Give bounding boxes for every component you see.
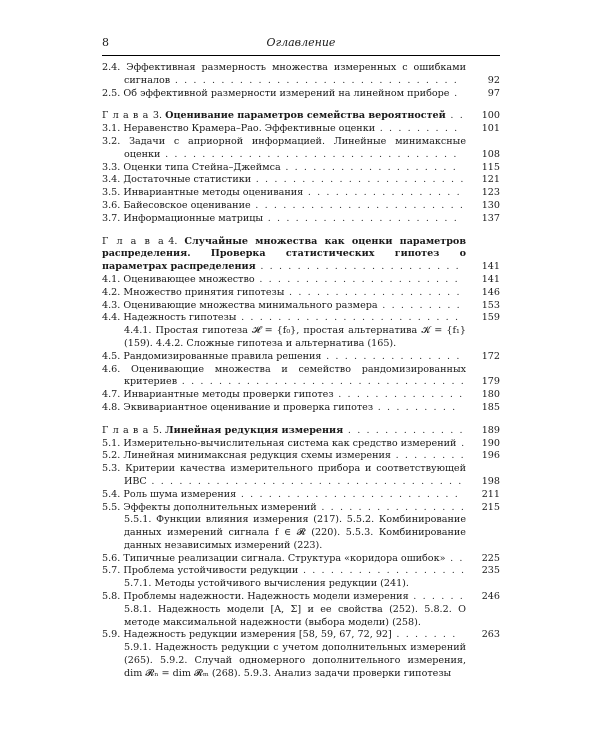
leader-dots: . . . . . . . . . . . . . . . . . . . . . . .: [251, 174, 465, 186]
page-ref: 225: [481, 552, 500, 564]
page-ref: 100: [481, 110, 500, 122]
toc-section[interactable]: [102, 300, 500, 313]
running-header: [102, 36, 500, 52]
entry-text: [102, 162, 500, 175]
entry-text: [102, 110, 500, 123]
page-ref: 189: [481, 424, 500, 436]
leader-dots: . .: [445, 552, 465, 564]
leader-dots: . . . . . . . . .: [377, 299, 462, 311]
page-ref: 92: [487, 74, 500, 86]
section-title: Информационные матрицы: [123, 212, 264, 224]
toc-section[interactable]: [102, 489, 500, 502]
toc-section[interactable]: [102, 162, 500, 175]
page-ref: 130: [481, 199, 500, 211]
section-title: Надежность редукции измерения [58, 59, 67, 72, 92]: [123, 629, 392, 641]
leader-dots: . . . . . . . .: [390, 450, 466, 462]
toc-subsections: [102, 604, 500, 630]
section-title: Проблема устойчивости редукции: [123, 565, 299, 577]
section-title: Рандомизированные правила решения: [123, 350, 322, 362]
entry-text: [102, 389, 500, 402]
entry-text: [102, 174, 500, 187]
section-title: Достаточные статистики: [123, 174, 252, 186]
page-ref: 141: [481, 261, 500, 273]
leader-dots: . . . . . .: [408, 591, 465, 603]
entry-text: [102, 236, 500, 274]
section-title: Оценки типа Стейна–Джеймса: [123, 161, 281, 173]
toc-section[interactable]: [102, 364, 500, 390]
section-title: Линейная минимаксная редукция схемы измерения: [123, 450, 391, 462]
section-title: Роль шума измерения: [123, 488, 237, 500]
page-ref: 215: [481, 501, 500, 513]
leader-dots: .: [456, 437, 466, 449]
section-title: Инвариантные методы оценивания: [123, 187, 304, 199]
leader-dots: . . . . . . .: [391, 629, 457, 641]
section-title: Оценивающее множество: [123, 273, 255, 285]
page-ref: 123: [481, 187, 500, 199]
section-number: 5.1.: [102, 437, 121, 449]
page-ref: 101: [481, 123, 500, 135]
chapter-number: 3.: [152, 110, 163, 122]
toc-section[interactable]: [102, 174, 500, 187]
page-number: 8: [102, 36, 109, 49]
entry-text: [102, 629, 500, 642]
page-ref: 190: [481, 437, 500, 449]
leader-dots: . . . . . . . . . . . . . . . . .: [303, 187, 462, 199]
toc-section[interactable]: [102, 565, 500, 578]
toc-subsections: [102, 642, 500, 680]
leader-dots: . . . . . . . . . . . . . .: [333, 389, 464, 401]
entry-text: [102, 489, 500, 502]
chapter-word: Г л а в а: [102, 235, 165, 247]
page-ref: 141: [481, 273, 500, 285]
chapter-gap: [102, 415, 500, 421]
page-ref: 97: [487, 87, 500, 99]
leader-dots: . .: [445, 110, 465, 122]
chapter-gap: [102, 226, 500, 232]
toc-section[interactable]: [102, 274, 500, 287]
entry-text: [102, 402, 500, 415]
section-number: 5.2.: [102, 450, 121, 462]
entry-text: [102, 136, 500, 162]
toc-section[interactable]: [102, 450, 500, 463]
page-ref: 153: [481, 299, 500, 311]
leader-dots: . . . . . . . . . . . . . . . .: [316, 501, 466, 513]
running-title: Оглавление: [266, 36, 336, 49]
toc-section[interactable]: [102, 88, 500, 101]
toc-subsections: [102, 578, 500, 591]
section-title: Инвариантные методы проверки гипотез: [123, 389, 334, 401]
toc-section[interactable]: [102, 389, 500, 402]
section-title: Байесовское оценивание: [123, 199, 251, 211]
toc-section[interactable]: [102, 213, 500, 226]
section-number: 3.7.: [102, 212, 121, 224]
leader-dots: . . . . . . . . . . . . . . . . . . . . . . . . . . . . . . .: [170, 74, 459, 86]
leader-dots: . . . . . . . . .: [373, 401, 457, 413]
entry-text: [102, 591, 500, 604]
section-number: 5.7.: [102, 565, 121, 577]
table-of-contents: [102, 62, 500, 681]
chapter-word: Г л а в а: [102, 424, 149, 436]
page-ref: 235: [481, 565, 500, 577]
leader-dots: . . . . . . . . . . . . . . .: [321, 350, 461, 362]
entry-text: [102, 438, 500, 451]
entry-text: [102, 287, 500, 300]
entry-text: [102, 274, 500, 287]
section-number: 3.3.: [102, 161, 121, 173]
section-number: 4.7.: [102, 389, 121, 401]
section-number: 3.6.: [102, 199, 121, 211]
subsection-text: 5.8.1. Надежность модели [A, Σ] и ее свойства (252). 5.8.2. О методе максимальной надежности (выбора модели) (258).: [124, 603, 466, 628]
section-number: 4.6.: [102, 363, 121, 375]
page-ref: 246: [481, 591, 500, 603]
leader-dots: . . . . . . . . . . . . . . . . . . . . . . . . . . . . . . .: [177, 376, 466, 388]
toc-chapter[interactable]: [102, 110, 500, 123]
leader-dots: . . . . . . . . . . . . . . . . . . . . . . . . . . . . . . . .: [160, 148, 458, 160]
section-number: 4.3.: [102, 299, 121, 311]
toc-section[interactable]: [102, 287, 500, 300]
subsection-text: 5.7.1. Методы устойчивого вычисления редукции (241).: [124, 578, 409, 590]
leader-dots: . . . . . . . . . . . . . . . . . . . . . . . .: [236, 312, 460, 324]
entry-text: [102, 187, 500, 200]
entry-text: [102, 351, 500, 364]
section-title: Об эффективной размерности измерений на линейном приборе: [123, 87, 450, 99]
page-ref: 198: [481, 475, 500, 487]
entry-text: [102, 88, 500, 101]
section-title: Эквивариантное оценивание и проверка гипотез: [123, 401, 374, 413]
section-number: 5.8.: [102, 591, 121, 603]
section-number: 4.5.: [102, 350, 121, 362]
entry-text: [102, 62, 500, 88]
toc-section[interactable]: [102, 629, 500, 642]
toc-section[interactable]: [102, 123, 500, 136]
page-ref: 172: [481, 350, 500, 362]
leader-dots: . . . . . . . . . . . . . . . . . . .: [284, 286, 462, 298]
page-ref: 159: [481, 312, 500, 324]
entry-text: [102, 213, 500, 226]
entry-text: [102, 553, 500, 566]
page-ref: 121: [481, 174, 500, 186]
section-title: Неравенство Крамера–Рао. Эффективные оценки: [123, 123, 376, 135]
page-ref: 180: [481, 389, 500, 401]
leader-dots: . . . . . . . . . . . . . . . . . . .: [280, 161, 458, 173]
toc-section[interactable]: [102, 351, 500, 364]
toc-subsections: [102, 325, 500, 351]
entry-text: [102, 450, 500, 463]
section-title: Проблемы надежности. Надежность модели измерения: [123, 591, 409, 603]
entry-text: [102, 123, 500, 136]
section-title: Надежность гипотезы: [123, 312, 237, 324]
leader-dots: . . . . . . . . . . . . . . . . . . . . . .: [255, 261, 461, 273]
leader-dots: . . . . . . . . . . . . . . . . . . . . . . . .: [236, 488, 460, 500]
entry-text: [102, 425, 500, 438]
section-number: 3.2.: [102, 135, 121, 147]
entry-text: [102, 502, 500, 515]
entry-text: [102, 463, 500, 489]
toc-subsections: [102, 514, 500, 552]
section-title: Оценивающие множества и семейство рандомизированных критериев: [124, 363, 466, 388]
section-number: 2.5.: [102, 87, 121, 99]
toc-section[interactable]: [102, 463, 500, 489]
toc-section[interactable]: [102, 402, 500, 415]
leader-dots: . . . . . . . . . . . . . . . . . .: [298, 565, 466, 577]
toc-section[interactable]: [102, 312, 500, 325]
section-number: 5.5.: [102, 501, 121, 513]
section-number: 3.1.: [102, 123, 121, 135]
section-number: 4.4.: [102, 312, 121, 324]
section-number: 5.9.: [102, 629, 121, 641]
section-number: 2.4.: [102, 62, 121, 73]
leader-dots: . . . . . . . . . . . . . . . . . . . . .: [263, 212, 459, 224]
chapter-word: Г л а в а: [102, 110, 149, 122]
page-ref: 137: [481, 212, 500, 224]
entry-text: [102, 300, 500, 313]
chapter-title: Оценивание параметров семейства вероятностей: [165, 110, 446, 122]
toc-chapter[interactable]: [102, 236, 500, 274]
page-ref: 115: [481, 161, 500, 173]
subsection-text: 5.9.1. Надежность редукции с учетом дополнительных измерений (265). 5.9.2. Случай одномерного дополнительного измерения, dim 𝓡ₙ = dim 𝓡ₘ (268). 5.9.3. Анализ задачи проверки гипотезы: [124, 642, 466, 679]
leader-dots: . . . . . . . . . . . . . . . . . . . . . . . . . . . . . . . . . .: [146, 475, 463, 487]
page-ref: 211: [481, 488, 500, 500]
section-number: 4.8.: [102, 401, 121, 413]
toc-section[interactable]: [102, 591, 500, 604]
section-title: Критерии качества измерительного прибора и соответствующей ИВС: [124, 463, 466, 487]
leader-dots: . . . . . . . . .: [375, 123, 459, 135]
toc-section[interactable]: [102, 553, 500, 566]
section-number: 5.3.: [102, 463, 121, 475]
section-number: 4.2.: [102, 286, 121, 298]
entry-text: [102, 200, 500, 213]
section-title: Измерительно-вычислительная система как средство измерений: [123, 437, 457, 449]
section-title: Оценивающие множества минимального размера: [123, 299, 378, 311]
entry-text: [102, 364, 500, 390]
toc-section[interactable]: [102, 200, 500, 213]
chapter-title: Линейная редукция измерения: [165, 424, 344, 436]
subsection-text: 5.5.1. Функции влияния измерения (217). 5.5.2. Комбинирование данных измерений сигнала f ∈ 𝓡 (220). 5.5.3. Комбинирование данных независимых измерений (223).: [124, 514, 466, 551]
chapter-number: 5.: [152, 424, 163, 436]
section-number: 3.4.: [102, 174, 121, 186]
section-title: Множество принятия гипотезы: [123, 286, 285, 298]
leader-dots: . . . . . . . . . . . . .: [343, 424, 465, 436]
entry-text: [102, 312, 500, 325]
section-number: 5.6.: [102, 552, 121, 564]
page-ref: 179: [481, 376, 500, 388]
subsection-text: 4.4.1. Простая гипотеза 𝓗 = {f₀}, простая альтернатива 𝓚 = {f₁} (159). 4.4.2. Сложные гипотеза и альтернатива (165).: [124, 325, 466, 349]
toc-section[interactable]: [102, 136, 500, 162]
section-number: 3.5.: [102, 187, 121, 199]
section-title: Эффекты дополнительных измерений: [123, 501, 317, 513]
toc-chapter[interactable]: [102, 425, 500, 438]
toc-section[interactable]: [102, 438, 500, 451]
leader-dots: . . . . . . . . . . . . . . . . . . . . . .: [254, 273, 460, 285]
header-rule: [102, 55, 500, 56]
chapter-gap: [102, 100, 500, 106]
chapter-title: Случайные множества как оценки параметров распределения. Проверка статистических гипотез о параметрах распределения: [102, 235, 466, 273]
leader-dots: . . . . . . . . . . . . . . . . . . . . . . .: [250, 199, 465, 211]
section-title: Типичные реализации сигнала. Структура «коридора ошибок»: [123, 552, 446, 564]
entry-text: [102, 565, 500, 578]
section-number: 4.1.: [102, 273, 121, 285]
page-ref: 108: [481, 148, 500, 160]
page-ref: 185: [481, 401, 500, 413]
toc-section[interactable]: [102, 62, 500, 88]
page-ref: 263: [481, 629, 500, 641]
chapter-number: 4.: [168, 235, 178, 247]
toc-section[interactable]: [102, 502, 500, 515]
leader-dots: .: [449, 87, 459, 99]
page-ref: 146: [481, 286, 500, 298]
section-title: Эффективная размерность множества измеренных с ошибками сигналов: [124, 62, 466, 86]
section-title: Задачи с априорной информацией. Линейные минимаксные оценки: [124, 135, 466, 160]
page-ref: 196: [481, 450, 500, 462]
toc-section[interactable]: [102, 187, 500, 200]
section-number: 5.4.: [102, 488, 121, 500]
